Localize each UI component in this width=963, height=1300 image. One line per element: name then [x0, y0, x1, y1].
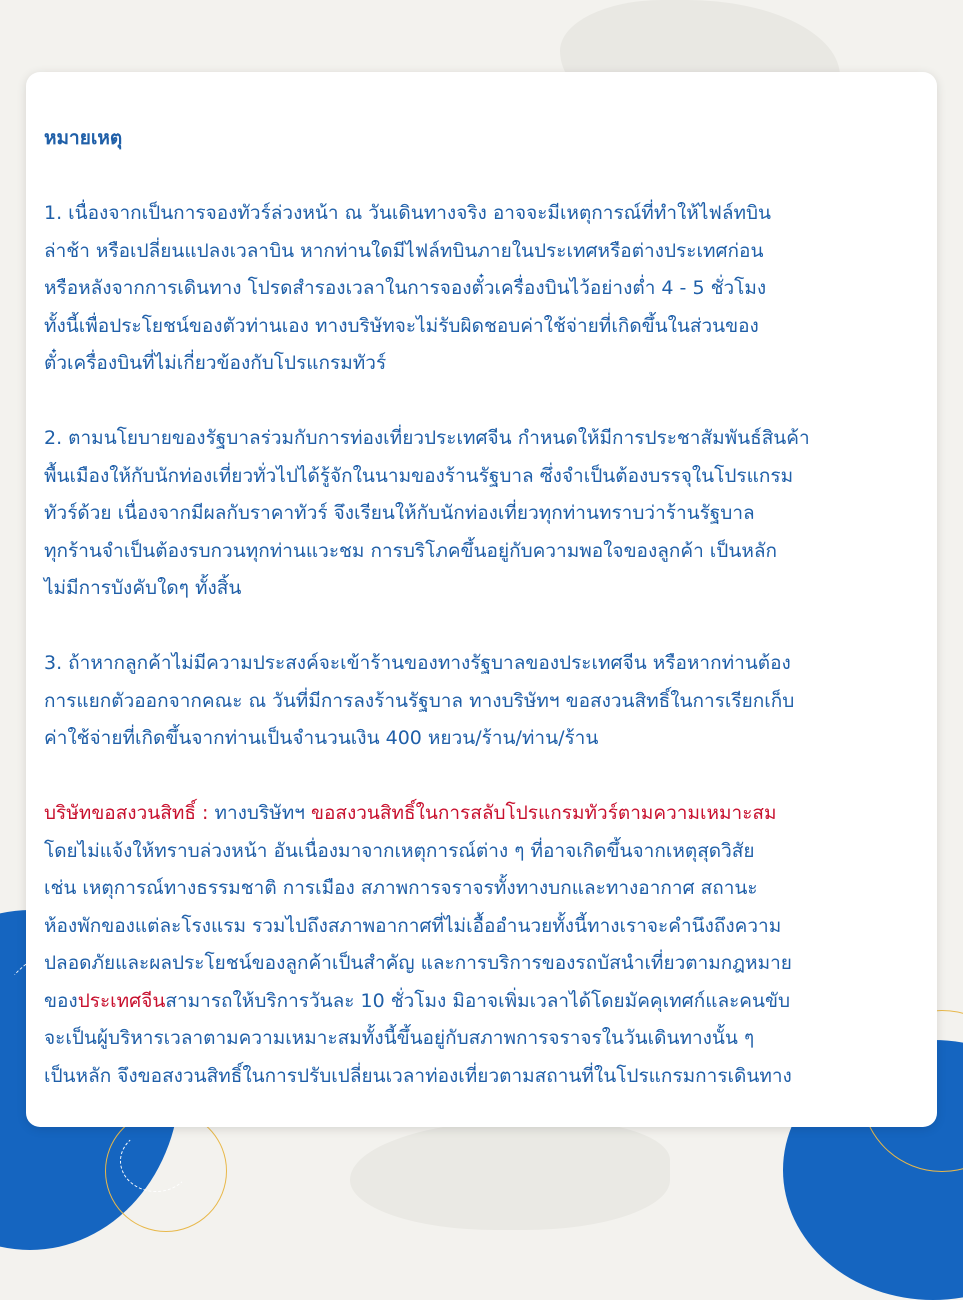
rights-line: ปลอดภัยและผลประโยชน์ของลูกค้าเป็นสำคัญ และการบริการของรถบัสนำเที่ยวตามกฎหมาย — [44, 952, 792, 974]
rights-line: เป็นหลัก จึงขอสงวนสิทธิ์ในการปรับเปลี่ยนเวลาท่องเที่ยวตามสถานที่ในโปรแกรมการเดินทาง — [44, 1064, 792, 1087]
rights-first-line — [44, 795, 924, 833]
note-line: พื้นเมืองให้กับนักท่องเที่ยวทั่วไปได้รู้จักในนามของร้านรัฐบาล ซึ่งจำเป็นต้องบรรจุในโปรแกรม — [44, 464, 794, 487]
notes-card — [26, 72, 937, 1127]
note-line: 2. ตามนโยบายของรัฐบาลร่วมกับการท่องเที่ยวประเทศจีน กำหนดให้มีการประชาสัมพันธ์สินค้า — [44, 427, 810, 449]
country-name: ประเทศจีน — [77, 989, 166, 1012]
note-1 — [44, 195, 924, 383]
rights-country-line — [44, 983, 924, 1021]
country-prefix: ของ — [44, 989, 78, 1012]
note-2 — [44, 420, 924, 608]
note-line: ล่าช้า หรือเปลี่ยนแปลงเวลาบิน หากท่านใดมีไฟล์ทบินภายในประเทศหรือต่างประเทศก่อน — [44, 239, 764, 262]
note-line: ค่าใช้จ่ายที่เกิดขึ้นจากท่านเป็นจำนวนเงิน 400 หยวน/ร้าน/ท่าน/ร้าน — [44, 727, 599, 749]
rights-section — [44, 795, 924, 1095]
notes-content — [44, 120, 924, 1095]
notes-heading: หมายเหตุ — [44, 127, 123, 149]
rights-line: โดยไม่แจ้งให้ทราบล่วงหน้า อันเนื่องมาจากเหตุการณ์ต่าง ๆ ที่อาจเกิดขึ้นจากเหตุสุดวิสัย — [44, 839, 755, 862]
note-line: หรือหลังจากการเดินทาง โปรดสำรองเวลาในการจองตั๋วเครื่องบินไว้อย่างต่ำ 4 - 5 ชั่วโมง — [44, 277, 767, 299]
rights-company: ทางบริษัทฯ — [208, 802, 311, 824]
background-silhouette — [350, 1120, 670, 1230]
decorative-dashed-arc — [120, 1130, 192, 1192]
note-line: การแยกตัวออกจากคณะ ณ วันที่มีการลงร้านรัฐบาล ทางบริษัทฯ ขอสงวนสิทธิ์ในการเรียกเก็บ — [44, 689, 795, 712]
note-line: ไม่มีการบังคับใดๆ ทั้งสิ้น — [44, 577, 242, 599]
country-rest: สามารถให้บริการวันละ 10 ชั่วโมง มิอาจเพิ่มเวลาได้โดยมัคคุเทศก์และคนขับ — [165, 989, 791, 1012]
rights-line: เช่น เหตุการณ์ทางธรรมชาติ การเมือง สภาพการจราจรทั้งทางบกและทางอากาศ สถานะ — [44, 877, 758, 899]
note-line: 3. ถ้าหากลูกค้าไม่มีความประสงค์จะเข้าร้านของทางรัฐบาลของประเทศจีน หรือหากท่านต้อง — [44, 652, 791, 674]
rights-line: จะเป็นผู้บริหารเวลาตามความเหมาะสมทั้งนี้ขึ้นอยู่กับสภาพการจราจรในวันเดินทางนั้น ๆ — [44, 1027, 755, 1049]
note-line: ทั้งนี้เพื่อประโยชน์ของตัวท่านเอง ทางบริษัทจะไม่รับผิดชอบค่าใช้จ่ายที่เกิดขึ้นในส่วนของ — [44, 314, 759, 337]
note-line: ทุกร้านจำเป็นต้องรบกวนทุกท่านแวะชม การบริโภคขึ้นอยู่กับความพอใจของลูกค้า เป็นหลัก — [44, 539, 778, 562]
rights-label: บริษัทขอสงวนสิทธิ์ : — [44, 802, 209, 824]
note-line: 1. เนื่องจากเป็นการจองทัวร์ล่วงหน้า ณ วันเดินทางจริง อาจจะมีเหตุการณ์ที่ทำให้ไฟล์ทบิน — [44, 202, 772, 224]
note-3 — [44, 645, 924, 758]
rights-highlight: ขอสงวนสิทธิ์ในการสลับโปรแกรมทัวร์ตามความเหมาะสม — [310, 802, 777, 824]
rights-line: ห้องพักของแต่ละโรงแรม รวมไปถึงสภาพอากาศที่ไม่เอื้ออำนวยทั้งนี้ทางเราจะคำนึงถึงความ — [44, 914, 782, 937]
note-line: ทัวร์ด้วย เนื่องจากมีผลกับราคาทัวร์ จึงเรียนให้กับนักท่องเที่ยวทุกท่านทราบว่าร้านรัฐบาล — [44, 502, 755, 524]
note-line: ตั๋วเครื่องบินที่ไม่เกี่ยวข้องกับโปรแกรมทัวร์ — [44, 352, 387, 374]
